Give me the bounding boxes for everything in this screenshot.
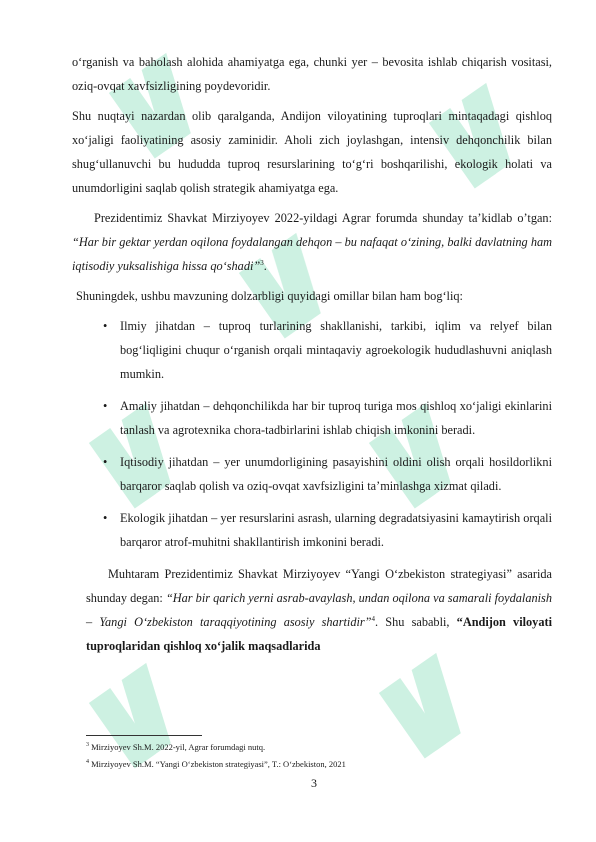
president-quote-1: “Har bir gektar yerdan oqilona foydalangan dehqon – bu nafaqat o‘zining, balki davlatning ham iqtisodiy yuksalishiga hissa qo‘shadi” [72,235,552,273]
bullet-icon: • [103,511,108,525]
footnote-number: 3 [86,742,89,749]
list-item [72,394,552,442]
paragraph-4: Shuningdek, ushbu mavzuning dolzarbligi quyidagi omillar bilan ham bog‘liq: [76,289,463,303]
paragraph-2: Shu nuqtayi nazardan olib qaralganda, Andijon viloyatining tuproqlari mintaqadagi qishloq xo‘jaligi faoliyatining asosiy zaminidir. Aholi zich joylashgan, intensiv dehqonchilik bilan shug‘ullanuvchi bu hududda tuproq resurslarining to‘g‘ri boshqarilishi, ekologik holati va unumdorligini saqlab qolish strategik ahamiyatga ega. [72,109,552,195]
footnote-4 [86,756,546,773]
footnotes [86,739,546,773]
list-item-text: Ilmiy jihatdan – tuproq turlarining shakllanishi, tarkibi, iqlim va relyef bilan bog‘liqligini chuqur o‘rganish orqali mintaqaviy agroekologik hududlashuvni aniqlash mumkin. [120,319,552,381]
paragraph-3 [72,206,552,278]
paragraph-3-end: . [263,259,267,273]
relevance-list [72,314,552,554]
list-item-text: Amaliy jihatdan – dehqonchilikda har bir tuproq turiga mos qishloq xo‘jaligi ekinlarini tanlash va agrotexnika chora-tadbirlarini ishlab chiqish imkonini beradi. [120,399,552,437]
footnote-number: 4 [86,759,89,766]
closing-mid: . Shu sababli, [375,615,457,629]
closing-block [72,562,552,658]
footnote-ref-4[interactable]: 4 [371,614,376,623]
body-text [72,50,552,658]
footnote-text: Mirziyoyev Sh.M. 2022-yil, Agrar forumdagi nutq. [89,742,266,752]
page-number: 3 [311,776,317,790]
bullet-icon: • [103,455,108,469]
list-item [72,506,552,554]
closing-lead: Muhtaram Prezidentimiz Shavkat Mirziyoyev “Yangi O‘zbekiston strategiyasi” asarida shunday degan: [86,567,552,605]
bullet-icon: • [103,399,108,413]
list-item [72,314,552,386]
list-item [72,450,552,498]
list-item-text: Ekologik jihatdan – yer resurslarini asrash, ularning degradatsiyasini kamaytirish orqali barqaror atrof-muhitni shakllantirish imkonini beradi. [120,511,552,549]
footnote-text: Mirziyoyev Sh.M. “Yangi O‘zbekiston strategiyasi”, T.: O‘zbekiston, 2021 [89,759,346,769]
paragraph-closing [86,562,552,658]
topic-title: “Andijon viloyati tuproqlaridan qishloq xo‘jalik maqsadlarida [86,615,552,653]
footnote-ref-3[interactable]: 3 [260,258,264,267]
bullet-icon: • [103,319,108,333]
president-quote-2: “Har bir qarich yerni asrab-avaylash, undan oqilona va samarali foydalanish – Yangi O‘zbekiston taraqqiyotining asosiy shartidir” [86,591,552,629]
paragraph-1: o‘rganish va baholash alohida ahamiyatga ega, chunki yer – bevosita ishlab chiqarish vositasi, oziq-ovqat xavfsizligining poydevoridir. [72,55,552,93]
footnote-3 [86,739,546,756]
footnote-divider [86,735,202,736]
list-item-text: Iqtisodiy jihatdan – yer unumdorligining pasayishini oldini olish orqali hosildorlikni barqaror saqlab qolish va oziq-ovqat xavfsizligini ta’minlashga xizmat qiladi. [120,455,552,493]
paragraph-3-lead: Prezidentimiz Shavkat Mirziyoyev 2022-yildagi Agrar forumda shunday ta’kidlab o’tgan: [94,211,552,225]
